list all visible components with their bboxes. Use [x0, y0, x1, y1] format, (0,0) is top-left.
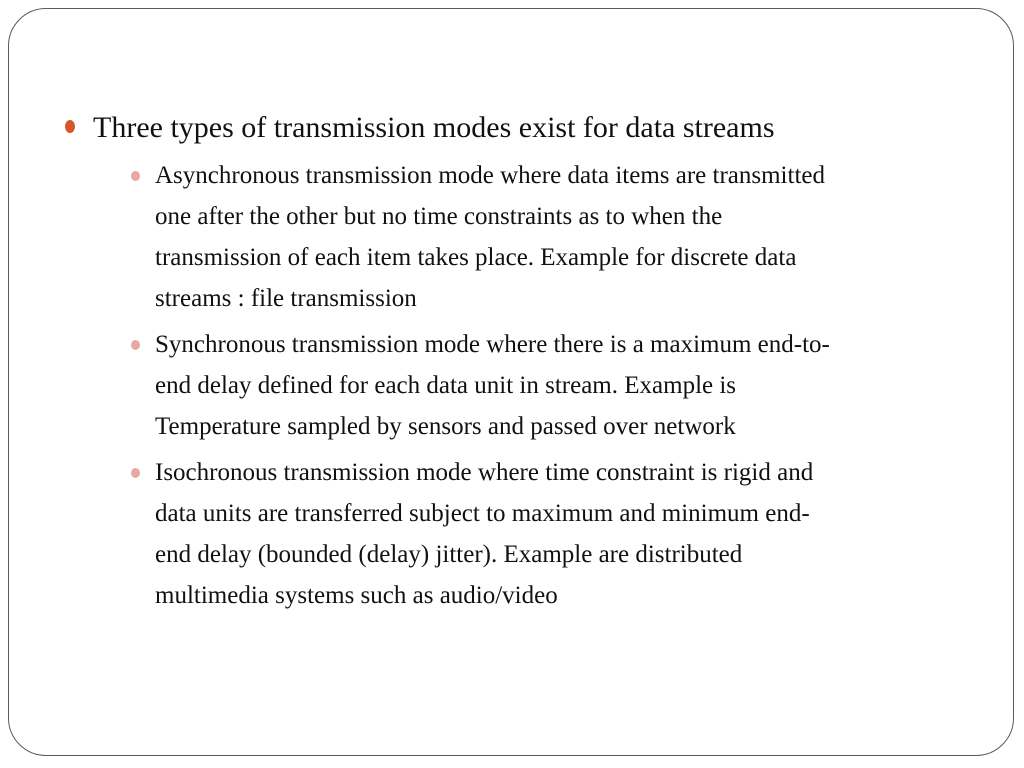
sub-bullet-line: Temperature sampled by sensors and passed over network — [155, 413, 736, 440]
sub-bullet-line: end delay defined for each data unit in stream. Example is — [155, 372, 737, 399]
sub-bullet-asynchronous — [129, 155, 995, 319]
sub-bullet-dot-icon — [131, 340, 140, 350]
sub-bullet-line: Isochronous transmission mode where time constraint is rigid and — [155, 459, 814, 486]
sub-bullet-line: multimedia systems such as audio/video — [155, 582, 558, 609]
main-bullet — [65, 109, 995, 147]
sub-bullet-line: streams : file transmission — [155, 285, 417, 312]
sub-bullet-line: data units are transferred subject to maximum and minimum end- — [155, 500, 810, 527]
slide-frame — [8, 8, 1014, 756]
sub-bullet-line: transmission of each item takes place. Example for discrete data — [155, 244, 797, 271]
sub-bullet-isochronous — [129, 452, 995, 616]
sub-bullet-list — [65, 155, 995, 616]
sub-bullet-line: one after the other but no time constraints as to when the — [155, 203, 723, 230]
main-bullet-text: Three types of transmission modes exist for data streams — [93, 111, 775, 144]
slide-content — [65, 109, 995, 621]
sub-bullet-line: Synchronous transmission mode where there is a maximum end-to- — [155, 331, 830, 358]
sub-bullet-dot-icon — [131, 468, 140, 478]
sub-bullet-line: Asynchronous transmission mode where data items are transmitted — [155, 162, 825, 189]
bullet-dot-icon — [65, 120, 75, 133]
sub-bullet-dot-icon — [131, 171, 140, 181]
sub-bullet-line: end delay (bounded (delay) jitter). Example are distributed — [155, 541, 743, 568]
sub-bullet-synchronous — [129, 324, 995, 447]
